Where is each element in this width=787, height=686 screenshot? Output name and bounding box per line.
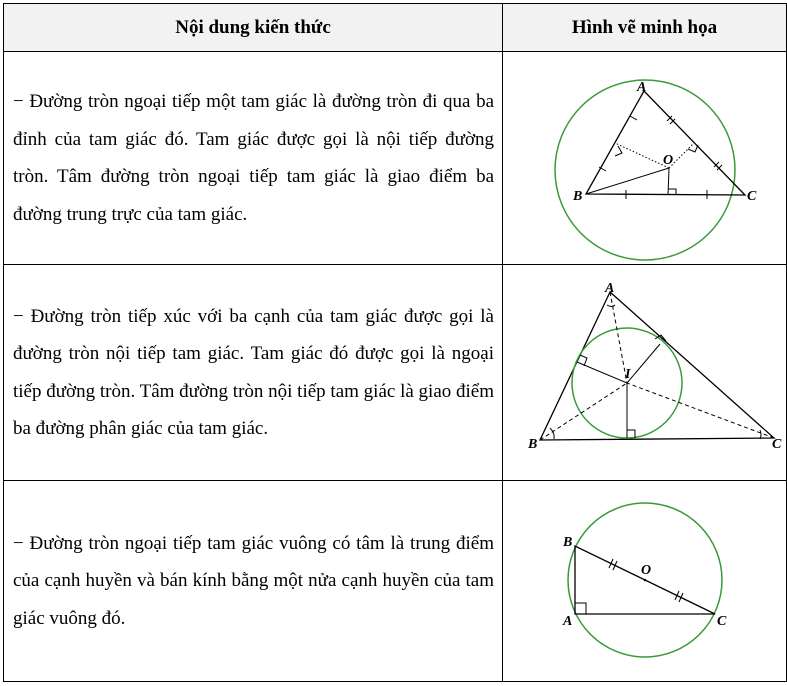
center-o xyxy=(643,579,646,582)
row-1-figure-cell xyxy=(503,52,787,265)
table-row xyxy=(4,265,787,481)
right-angle-mark xyxy=(627,430,635,438)
perp-bisector-bc xyxy=(668,168,669,195)
table-row xyxy=(4,481,787,682)
label-b: B xyxy=(562,535,572,550)
row-2-figure-cell xyxy=(503,265,787,481)
knowledge-table xyxy=(3,3,787,682)
radius-to-ac xyxy=(627,344,660,383)
triangle-abc xyxy=(586,91,745,195)
bisector-c xyxy=(627,383,774,438)
right-angle-mark xyxy=(615,146,622,156)
label-o: O xyxy=(662,153,673,168)
label-i: I xyxy=(624,366,630,382)
circumcircle-figure xyxy=(525,58,765,258)
label-a: A xyxy=(562,614,572,629)
right-angle-mark xyxy=(575,603,586,614)
right-triangle-figure xyxy=(535,496,755,666)
angle-mark xyxy=(760,430,761,439)
label-o: O xyxy=(640,563,651,578)
row-1-text: − Đường tròn ngoại tiếp một tam giác là đường tròn đi qua ba đỉnh của tam giác đó. Tam giác được gọi là nội tiếp đường tròn. Tâm đường tròn ngoại tiếp tam giác là giao điểm ba đường trung trực của tam giác. xyxy=(4,52,503,265)
header-figure: Hình vẽ minh họa xyxy=(503,4,787,52)
header-row xyxy=(4,4,787,52)
table-row xyxy=(4,52,787,265)
label-b: B xyxy=(527,436,537,452)
label-a: A xyxy=(636,80,646,95)
tick-mark xyxy=(630,116,637,120)
perp-bisector-ab xyxy=(615,143,669,168)
row-2-text: − Đường tròn tiếp xúc với ba cạnh của tam giác được gọi là đường tròn nội tiếp tam giác. Tam giác đó được gọi là ngoại tiếp đường tròn. Tâm đường tròn nội tiếp tam giác là giao điểm ba đường phân giác của tam giác. xyxy=(4,265,503,481)
header-content: Nội dung kiến thức xyxy=(4,4,503,52)
row-3-figure-cell xyxy=(503,481,787,682)
angle-mark xyxy=(607,305,615,307)
right-angle-mark xyxy=(688,145,698,152)
label-c: C xyxy=(771,436,781,452)
circumcircle xyxy=(555,80,735,260)
label-a: A xyxy=(604,280,614,296)
angle-mark xyxy=(550,428,554,439)
label-c: C xyxy=(746,189,756,204)
label-c: C xyxy=(716,614,726,629)
incircle-figure xyxy=(510,278,780,468)
label-b: B xyxy=(572,189,582,204)
row-3-text: − Đường tròn ngoại tiếp tam giác vuông có tâm là trung điểm của cạnh huyền và bán kính bằng một nửa cạnh huyền của tam giác vuông đó. xyxy=(4,481,503,682)
